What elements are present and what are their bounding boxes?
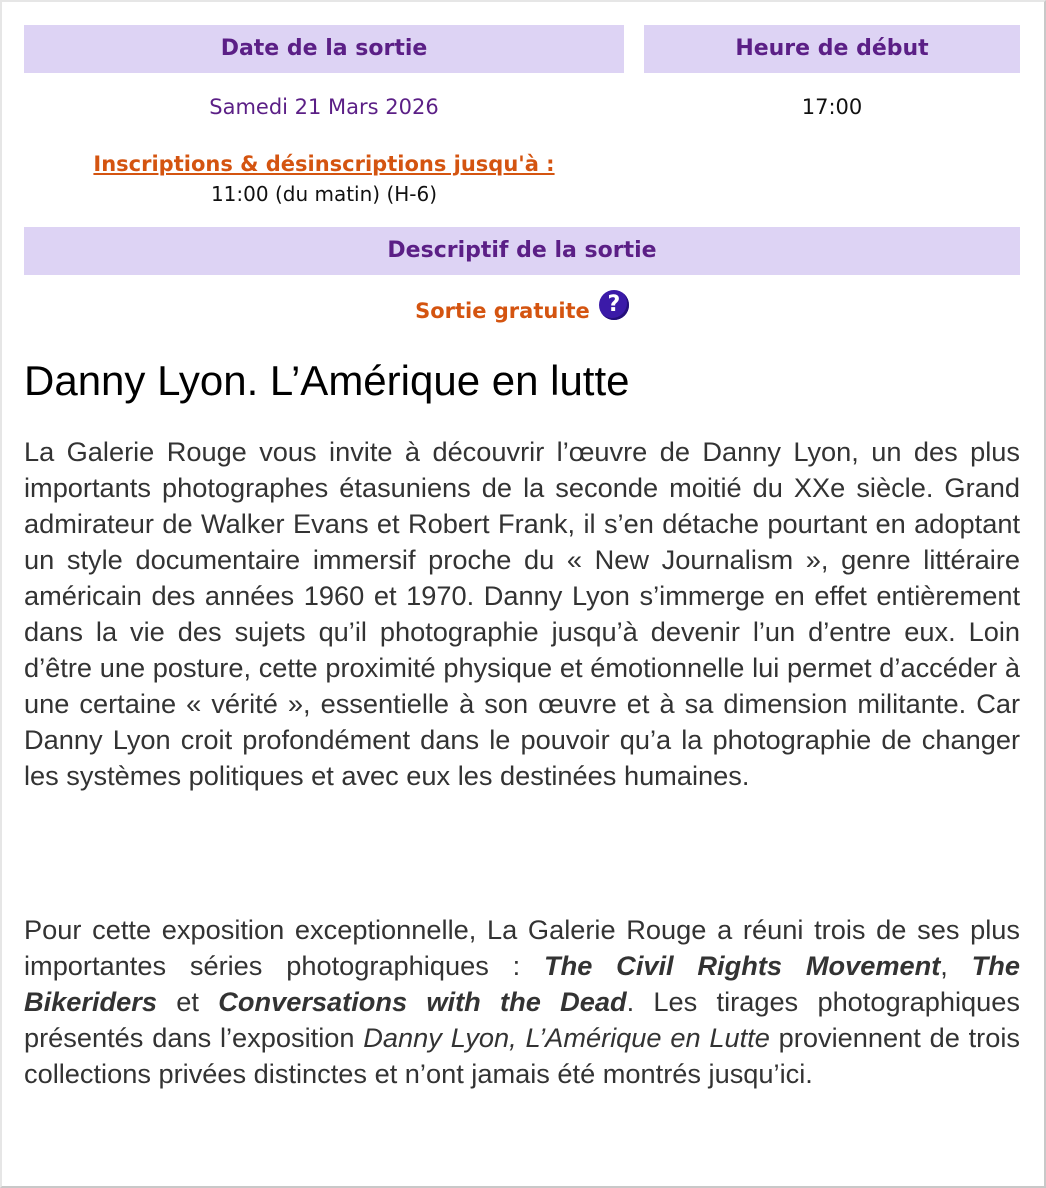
series-title-conversations: Conversations with the Dead (218, 986, 627, 1017)
description-paragraph-2 (24, 912, 1020, 1092)
series-title-bikeriders: The Bikeriders (24, 950, 1021, 1017)
event-date: Samedi 21 Mars 2026 (209, 95, 439, 119)
event-title: Danny Lyon. L’Amérique en lutte (24, 357, 630, 404)
question-mark-icon[interactable]: ? (599, 290, 629, 320)
registration-deadline-label: Inscriptions & désinscriptions jusqu'à : (93, 152, 555, 176)
free-event-row (24, 292, 1020, 336)
series-title-civil-rights: The Civil Rights Movement (544, 950, 941, 981)
event-start-time: 17:00 (801, 95, 863, 119)
registration-deadline-value: 11:00 (du matin) (H-6) (210, 182, 438, 206)
description-paragraph-1: La Galerie Rouge vous invite à découvrir l’œuvre de Danny Lyon, un des plus importants photographes étasuniens de la seconde moitié du XXe siècle. Grand admirateur de Walker Evans et Robert Frank, il s’en détache pourtant en adoptant un style documentaire immersif proche du « New Journalism », genre littéraire américain des années 1960 et 1970. Danny Lyon s’immerge en effet entièrement dans la vie des sujets qu’il photographie jusqu’à devenir l’un d’entre eux. Loin d’être une posture, cette proximité physique et émotionnelle lui permet d’accéder à une certaine « vérité », essentielle à son œuvre et à sa dimension militante. Car Danny Lyon croit profondément dans le pouvoir qu’a la photographie de changer les systèmes politiques et avec eux les destinées humaines. (24, 436, 1020, 791)
free-event-label: Sortie gratuite (415, 299, 590, 323)
start-time-header: Heure de début (644, 25, 1020, 73)
paragraph-text: , (940, 950, 972, 981)
description-header: Descriptif de la sortie (24, 227, 1020, 275)
date-header: Date de la sortie (24, 25, 624, 73)
exhibition-title: Danny Lyon, L’Amérique en Lutte (363, 1022, 770, 1053)
paragraph-text: Pour cette exposition exceptionnelle, La Galerie Rouge a réuni trois de ses plus importantes séries photographiques : (24, 914, 1020, 981)
paragraph-text: . Les tirages photographiques présentés dans l’exposition (24, 986, 1021, 1053)
paragraph-text: proviennent de trois collections privées distinctes et n’ont jamais été montrés jusqu’ici. (24, 1022, 1020, 1089)
paragraph-text: et (157, 986, 219, 1017)
